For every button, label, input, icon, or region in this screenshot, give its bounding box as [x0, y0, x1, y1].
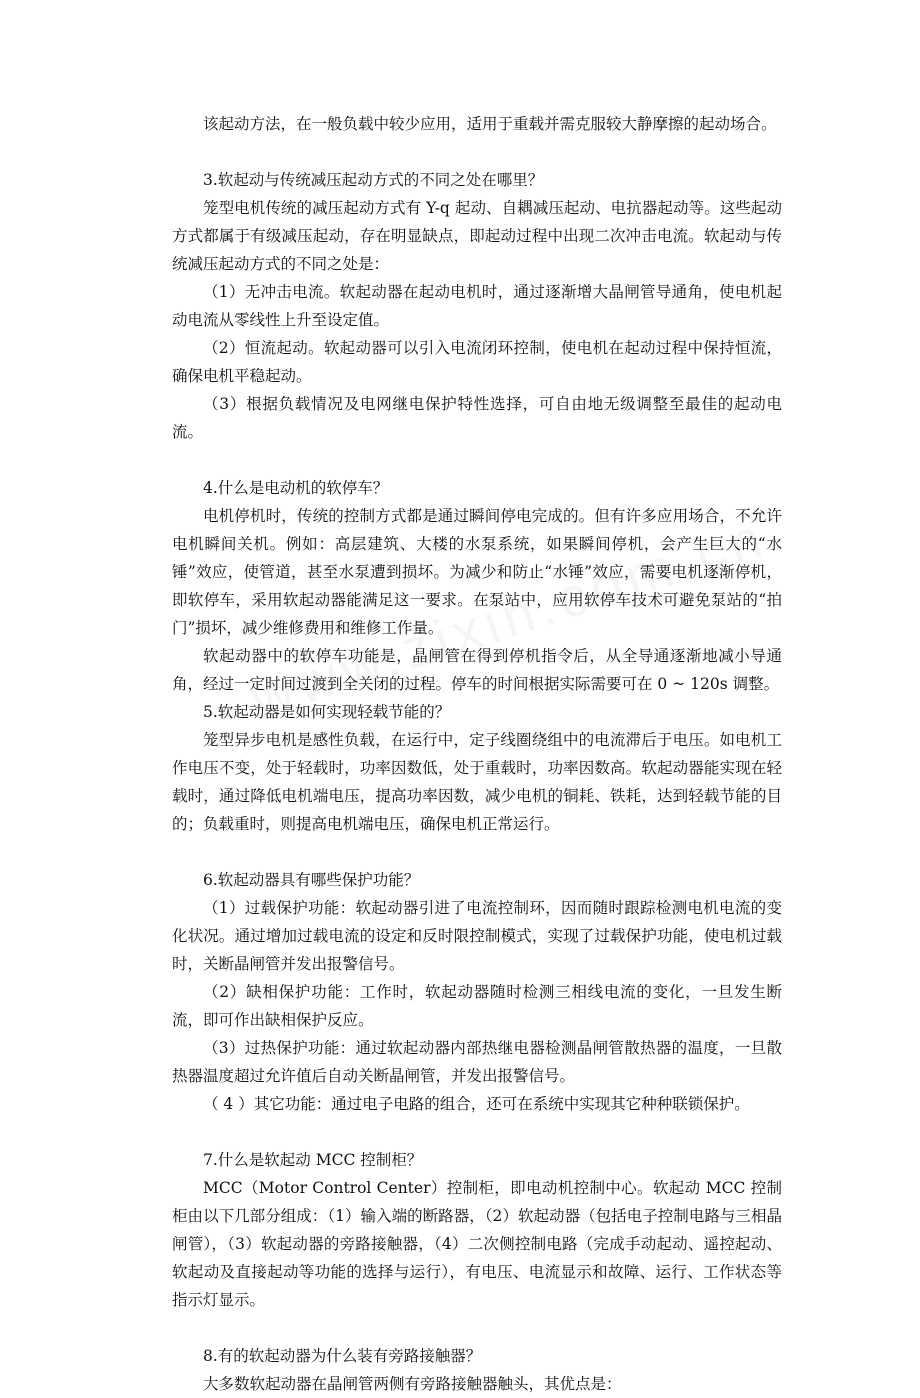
section-heading-7: 7.什么是软起动 MCC 控制柜？	[203, 1151, 423, 1169]
paragraph-intro: 该起动方法，在一般负载中较少应用，适用于重载并需克服较大静摩擦的起动场合。	[203, 115, 777, 133]
paragraph-3-2: （1）无冲击电流。软起动器在起动电机时，通过逐渐增大晶闸管导通角，使电机起动电流从零线性上升至设定值。	[172, 283, 782, 329]
paragraph-5-1: 笼型异步电机是感性负载，在运行中，定子线圈绕组中的电流滞后于电压。如电机工作电压不变，处于轻载时，功率因数低，处于重载时，功率因数高。软起动器能实现在轻载时，通过降低电机端电压，提高功率因数，减少电机的铜耗、铁耗，达到轻载节能的目的；负载重时，则提高电机端电压，确保电机正常运行。	[172, 731, 782, 833]
section-heading-3: 3.软起动与传统减压起动方式的不同之处在哪里？	[203, 171, 544, 189]
section-heading-4: 4.什么是电动机的软停车？	[203, 479, 389, 497]
spacer	[172, 1314, 782, 1342]
paragraph-6-2: （2）缺相保护功能：工作时，软起动器随时检测三相线电流的变化，一旦发生断流，即可作出缺相保护反应。	[172, 983, 782, 1029]
section-heading-5: 5.软起动器是如何实现轻载节能的？	[203, 703, 451, 721]
spacer	[172, 1118, 782, 1146]
paragraph-3-4: （3）根据负载情况及电网继电保护特性选择，可自由地无级调整至最佳的起动电流。	[172, 395, 782, 441]
spacer	[172, 446, 782, 474]
paragraph-4-1: 电机停机时，传统的控制方式都是通过瞬间停电完成的。但有许多应用场合，不允许电机瞬间关机。例如：高层建筑、大楼的水泵系统，如果瞬间停机，会产生巨大的“水锤”效应，使管道，甚至水泵遭到损坏。为减少和防止“水锤”效应，需要电机逐渐停机，即软停车，采用软起动器能满足这一要求。在泵站中，应用软停车技术可避免泵站的“拍门”损坏，减少维修费用和维修工作量。	[172, 507, 782, 637]
spacer	[172, 138, 782, 166]
paragraph-3-1: 笼型电机传统的减压起动方式有 Y-q 起动、自耦减压起动、电抗器起动等。这些起动方式都属于有级减压起动，存在明显缺点，即起动过程中出现二次冲击电流。软起动与传统减压起动方式的不同之处是：	[172, 199, 782, 273]
paragraph-6-1: （1）过载保护功能：软起动器引进了电流控制环，因而随时跟踪检测电机电流的变化状况。通过增加过载电流的设定和反时限控制模式，实现了过载保护功能，使电机过载时，关断晶闸管并发出报警信号。	[172, 899, 782, 973]
document-body	[172, 110, 782, 1398]
spacer	[172, 838, 782, 866]
paragraph-7-1: MCC（Motor Control Center）控制柜，即电动机控制中心。软起动 MCC 控制柜由以下几部分组成：（1）输入端的断路器，（2）软起动器（包括电子控制电路与三相晶闸管），（3）软起动器的旁路接触器，（4）二次侧控制电路（完成手动起动、遥控起动、软起动及直接起动等功能的选择与运行），有电压、电流显示和故障、运行、工作状态等指示灯显示。	[172, 1179, 782, 1309]
paragraph-6-3: （3）过热保护功能：通过软起动器内部热继电器检测晶闸管散热器的温度，一旦散热器温度超过允许值后自动关断晶闸管，并发出报警信号。	[172, 1039, 782, 1085]
paragraph-4-2: 软起动器中的软停车功能是，晶闸管在得到停机指令后，从全导通逐渐地减小导通角，经过一定时间过渡到全关闭的过程。停车的时间根据实际需要可在 0 ~ 120s 调整。	[172, 647, 782, 693]
paragraph-8-1: 大多数软起动器在晶闸管两侧有旁路接触器触头，其优点是：	[203, 1375, 622, 1393]
paragraph-6-4: （ 4 ）其它功能：通过电子电路的组合，还可在系统中实现其它种种联锁保护。	[203, 1095, 750, 1113]
section-heading-8: 8.有的软起动器为什么装有旁路接触器？	[203, 1347, 482, 1365]
section-heading-6: 6.软起动器具有哪些保护功能？	[203, 871, 420, 889]
paragraph-3-3: （2）恒流起动。软起动器可以引入电流闭环控制，使电机在起动过程中保持恒流，确保电机平稳起动。	[172, 339, 782, 385]
